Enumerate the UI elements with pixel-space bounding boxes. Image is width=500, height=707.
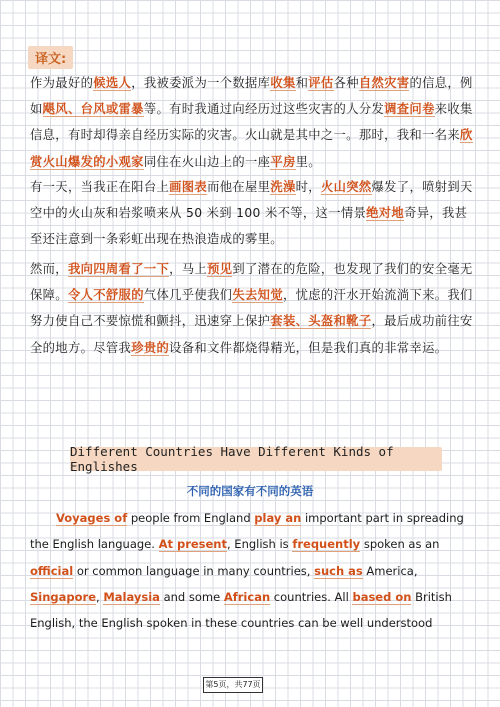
highlighted-term: 失去知觉 — [232, 288, 283, 303]
text-run: 等。有时我通过向经历过这些灾害的人分发 — [143, 102, 385, 117]
text-run: ，最后成功前往安全的地方。尽管我 — [30, 314, 473, 355]
chinese-paragraph-3 — [30, 256, 475, 361]
highlighted-term: 调查问卷 — [384, 102, 435, 117]
highlighted-term: 珍贵的 — [131, 340, 170, 355]
highlighted-term: play an — [254, 511, 302, 525]
highlighted-term: 候选人 — [93, 76, 132, 90]
translation-label: 译文: — [28, 46, 73, 69]
text-run: or common language in many countries, — [73, 563, 315, 578]
text-run: British English, the English spoken in these countries can be well understood — [30, 589, 452, 631]
highlighted-term: 自然灾害 — [358, 76, 410, 90]
text-run: 然而， — [30, 262, 68, 276]
highlighted-term: 飓风、台风或雷暴 — [42, 102, 144, 117]
highlighted-term: Voyages of — [56, 511, 128, 525]
text-run: , English is — [227, 537, 293, 552]
english-paragraph — [30, 505, 475, 636]
highlighted-term: official — [30, 563, 74, 578]
text-run: people from England — [127, 511, 255, 525]
highlighted-term: 火山突然 — [320, 180, 372, 194]
text-run: 而他在屋里 — [207, 180, 271, 194]
text-run: 时， — [295, 180, 321, 194]
article-title: Different Countries Have Different Kinds of Englishes — [70, 447, 442, 471]
highlighted-term: 我向四周看了一下 — [67, 262, 170, 276]
text-run: 作为最好的 — [30, 76, 94, 90]
text-run: 奇异，我甚至还注意到一条彩虹出现在热浪造成的雾里。 — [30, 206, 468, 247]
highlighted-term: Malaysia — [103, 589, 160, 604]
text-run: America, — [362, 563, 418, 578]
text-run: 和 — [295, 76, 309, 90]
highlighted-term: such as — [314, 563, 363, 578]
highlighted-term: 预见 — [207, 262, 233, 276]
text-run: 有一天，当我正在阳台上 — [30, 180, 170, 194]
text-run: countries. All — [270, 589, 353, 604]
text-run: 同住在火山边上的一座 — [143, 154, 271, 169]
text-run: 气体几乎使我们 — [143, 288, 233, 303]
highlighted-term: 欣赏火山爆发的小观家 — [30, 128, 473, 169]
text-run: 里。 — [295, 154, 321, 169]
highlighted-term: 令人不舒服的 — [67, 288, 144, 303]
highlighted-term: Singapore — [30, 589, 97, 604]
text-run: 设备和文件都烧得精光，但是我们真的非常幸运。 — [169, 340, 448, 355]
chinese-paragraph-2 — [30, 174, 475, 253]
highlighted-term: African — [223, 589, 271, 604]
highlighted-term: 绝对地 — [366, 206, 405, 221]
text-run: ，马上 — [169, 262, 208, 276]
page-number: 第5页，共77页 — [203, 677, 263, 693]
highlighted-term: 套装、头盔和靴子 — [270, 314, 372, 329]
text-run: and some — [159, 589, 224, 604]
chinese-paragraph-1 — [30, 70, 475, 175]
highlighted-term: based on — [352, 589, 412, 604]
text-run: 的信息，例如 — [30, 76, 473, 117]
text-run: important part in spreading the English language. — [30, 511, 464, 552]
highlighted-term: frequently — [292, 537, 361, 552]
text-run: 到了潜在的危险，也发现了我们的安全毫无保障。 — [30, 262, 473, 303]
highlighted-term: At present — [158, 537, 227, 552]
article-subtitle: 不同的国家有不同的英语 — [186, 484, 314, 498]
text-run: ，忧虑的汗水开始流淌下来。我们努力使自己不要惊慌和颤抖，迅速穿上保护 — [30, 288, 473, 329]
highlighted-term: 洗澡 — [270, 180, 296, 194]
text-run: 来收集信息，有时却得亲自经历实际的灾害。火山就是其中之一。那时，我和一名来 — [30, 102, 473, 143]
text-run: ，我被委派为一个数据库 — [131, 76, 271, 90]
highlighted-term: 收集 — [270, 76, 296, 90]
highlighted-term: 评估 — [308, 76, 334, 90]
text-run: 各种 — [333, 76, 359, 90]
text-run: spoken as an — [360, 537, 440, 552]
text-run: , — [96, 589, 104, 604]
highlighted-term: 画图表 — [169, 180, 208, 194]
text-run: 爆发了，喷射到天空中的火山灰和岩浆喷来从 50 米到 100 米不等，这一情景 — [30, 180, 473, 221]
highlighted-term: 平房 — [270, 154, 296, 169]
